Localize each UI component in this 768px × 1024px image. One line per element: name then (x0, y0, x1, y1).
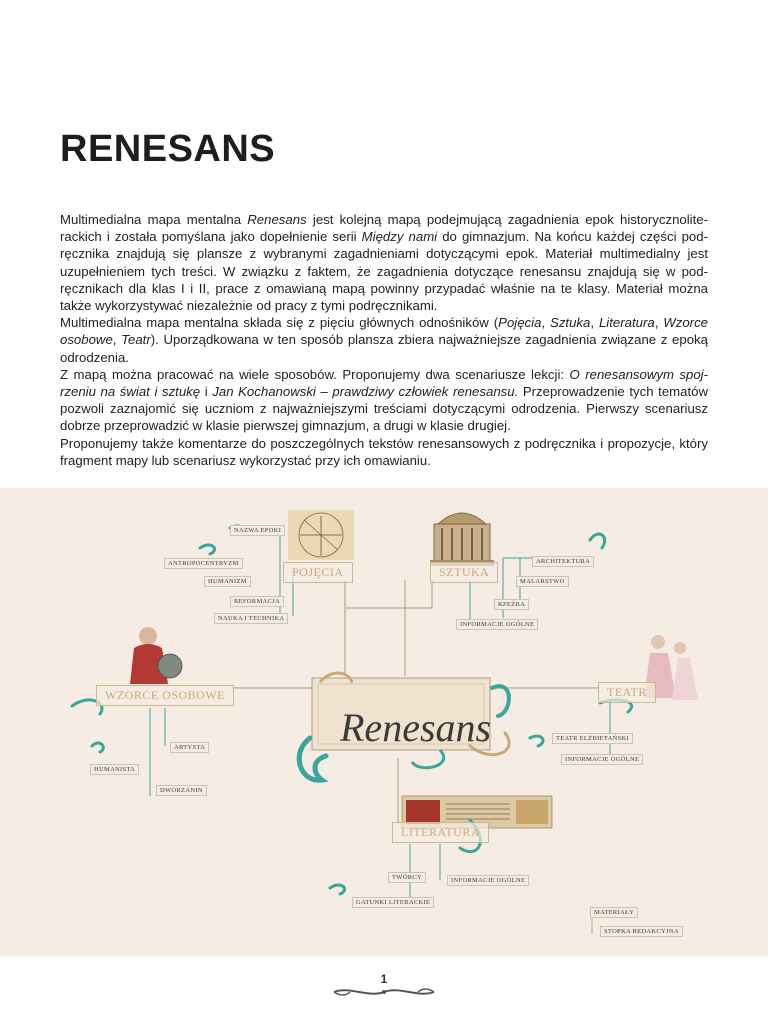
branch-sztuka[interactable]: SZTUKA (430, 562, 498, 583)
paragraph-segment: Multimedialna mapa mentalna (60, 212, 248, 227)
center-title[interactable]: Renesans (340, 705, 492, 750)
paragraph-2 (60, 314, 708, 366)
paragraph-segment: Sztuka (550, 315, 591, 331)
paragraph-segment: Z mapą można pracować na wiele sposobów. Proponujemy dwa scenariusze lekcji: (60, 366, 570, 382)
materialy-button[interactable]: MATERIAŁY (590, 907, 638, 918)
paragraph-segment: ). Uporządkowana w ten sposób plansza zbiera najważniejsze zagadnienia związane z epoką odrodzenia. (60, 332, 708, 365)
stopka-redakcyjna-button[interactable]: STOPKA REDAKCYJNA (600, 926, 683, 937)
item-informacje-ogolne-literatura[interactable]: INFORMACJE OGÓLNE (447, 875, 529, 886)
paragraph-1 (60, 211, 708, 314)
scholar-figure-icon (130, 627, 182, 684)
item-nauka-i-technika[interactable]: NAUKA I TECHNIKA (214, 613, 288, 624)
mind-map (0, 488, 768, 956)
paragraph-segment: , (541, 315, 551, 331)
page-number: 1 (380, 972, 388, 986)
item-informacje-ogolne-teatr[interactable]: INFORMACJE OGÓLNE (561, 754, 643, 765)
paragraph-segment: Wzorce osobowe (60, 315, 708, 348)
item-rzezba[interactable]: RZEŹBA (494, 599, 529, 610)
paragraph-segment: , (654, 315, 664, 331)
footer-ornament-icon (330, 982, 438, 1002)
tempietto-icon (430, 513, 494, 566)
item-teatr-elzbietanski[interactable]: TEATR ELŻBIETAŃSKI (552, 733, 633, 744)
paragraph-segment: , (112, 332, 122, 348)
page-title: RENESANS (60, 128, 276, 170)
item-informacje-ogolne-sztuka[interactable]: INFORMACJE OGÓLNE (456, 619, 538, 630)
item-tworcy[interactable]: TWÓRCY (388, 872, 426, 883)
paragraph-segment: jest kolejną mapą podejmującą zagadnienia epok historycznoliterackich i została pomyślana jako dopełnienie serii (60, 212, 708, 245)
paragraph-4 (60, 435, 708, 469)
paragraph-segment: Teatr (121, 332, 151, 348)
item-humanizm[interactable]: HUMANIZM (204, 576, 251, 587)
branch-teatr[interactable]: TEATR (598, 682, 656, 703)
paragraph-segment: Jan Kochanowski – prawdziwy człowiek renesansu. (212, 384, 519, 400)
paragraph-segment: , (590, 315, 599, 331)
item-antropocentryzm[interactable]: ANTROPOCENTRYZM (164, 558, 243, 569)
branch-wzorce-osobowe[interactable]: WZORCE OSOBOWE (96, 685, 234, 706)
paragraph-segment: i (200, 384, 213, 400)
item-nazwa-epoki[interactable]: NAZWA EPOKI (230, 525, 285, 536)
paragraph-segment: Proponujemy także komentarze do poszczególnych tekstów renesansowych z podręcznika i propozycje, który fragment mapy lub scenariusz wykorzystać przy ich omawianiu. (60, 435, 708, 468)
paragraph-segment: do gimnazjum. Na końcu każdej części podręcznika znajdują się plansze z wybranymi zagadnieniami dotyczącymi epok. Materiał multimedialny jest uzupełnieniem tych treści. W związku z faktem, że zagadnienia dotyczące renesansu znajdują się w podręcznikach dla klas I i II, prace z omawianą mapą powinny przypadać właśnie na te klasy. Materiał można także wykorzystywać niezależnie od pracy z tymi podręcznikami. (60, 229, 708, 314)
paragraph-segment: Między nami (361, 229, 438, 245)
branch-literatura[interactable]: LITERATURA (392, 822, 489, 843)
paragraph-segment: O renesansowym spojrzeniu na świat i sztukę (60, 366, 708, 400)
item-architektura[interactable]: ARCHITEKTURA (532, 556, 594, 567)
vitruvian-icon (288, 510, 354, 560)
paragraph-3 (60, 366, 708, 435)
paragraph-segment: Multimedialna mapa mentalna składa się z pięciu głównych odnośników ( (60, 315, 499, 331)
item-dworzanin[interactable]: DWORZANIN (156, 785, 207, 796)
item-malarstwo[interactable]: MALARSTWO (516, 576, 569, 587)
paragraph-segment: Przeprowadzenie tych tematów pozwoli zaznajomić się uczniom z najważniejszymi treściami dotyczącymi odrodzenia. Pierwszy scenariusz dobrze przeprowadzić w klasie pierwszej gimnazjum, a drugi w klasie drugiej. (60, 384, 708, 434)
item-humanista[interactable]: HUMANISTA (90, 764, 139, 775)
intro-text (60, 211, 708, 469)
paragraph-segment: Literatura (598, 315, 655, 331)
paragraph-segment: Pojęcia (498, 315, 542, 331)
item-reformacja[interactable]: REFORMACJA (230, 596, 284, 607)
item-gatunki-literackie[interactable]: GATUNKI LITERACKIE (352, 897, 434, 908)
paragraph-segment: Renesans (247, 212, 307, 227)
branch-pojecia[interactable]: POJĘCIA (283, 562, 353, 583)
item-artysta[interactable]: ARTYSTA (170, 742, 209, 753)
